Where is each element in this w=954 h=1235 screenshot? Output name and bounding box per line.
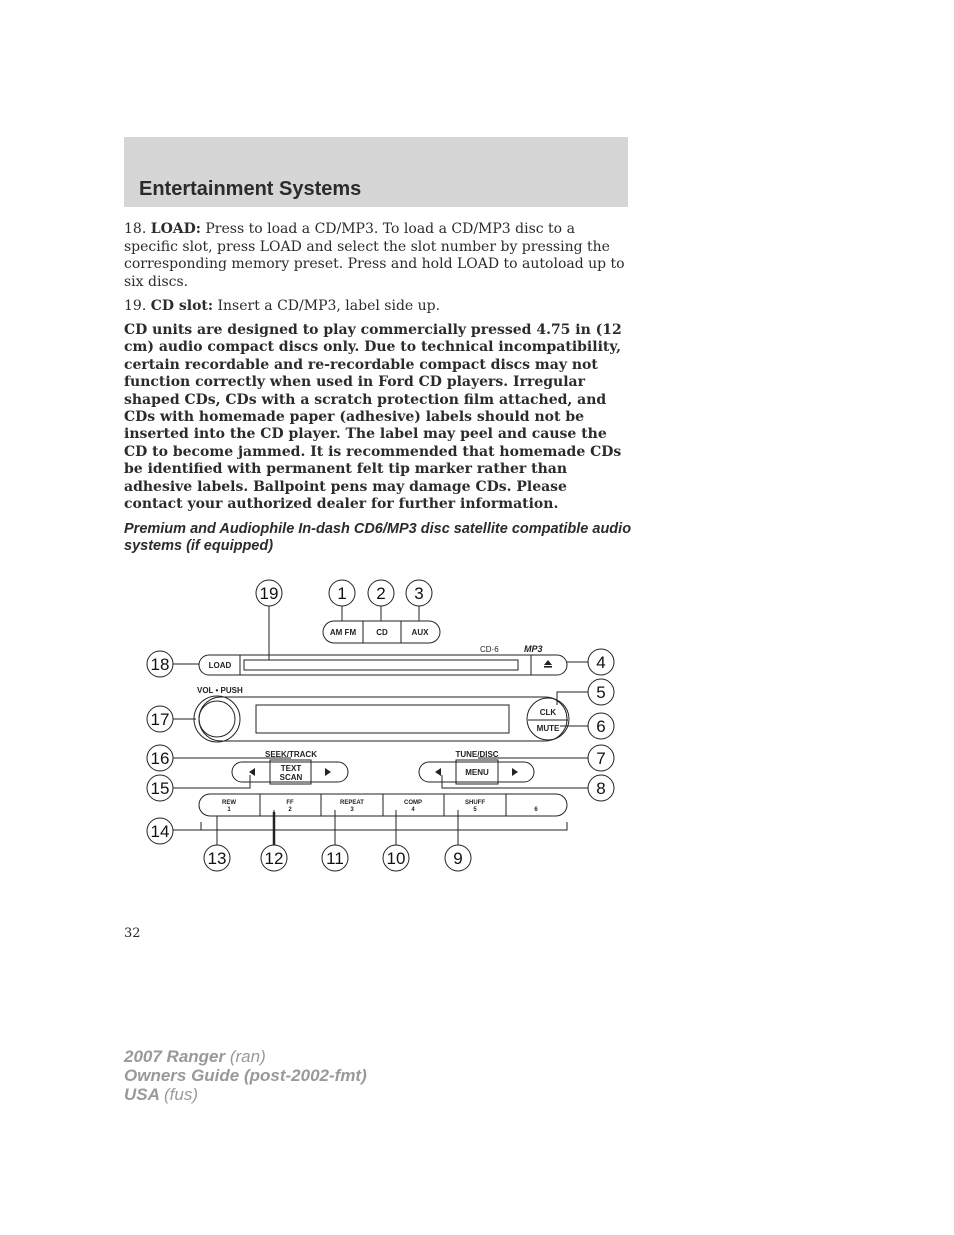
seek-left-icon <box>249 768 255 776</box>
cd-warning: CD units are designed to play commercially pressed 4.75 in (12 cm) audio compact discs only. Due to technical incompatibility, certain recordable and re-recordable compact discs may not function correctly when used in Ford CD players. Irregular shaped CDs, CDs with a scratch protection film attached, and CDs with homemade paper (adhesive) labels should not be inserted into the CD player. The label may peel and cause the CD to become jammed. It is recommended that homemade CDs be identified with permanent felt tip marker rather than adhesive labels. Ballpoint pens may damage CDs. Please contact your authorized dealer for further information. <box>124 322 622 513</box>
cd6-logo: CD·6 <box>480 645 499 654</box>
preset-number: 4 <box>411 807 415 813</box>
cd-slot <box>244 660 518 670</box>
eject-icon <box>544 660 552 665</box>
callout-number: 9 <box>453 849 463 868</box>
tune-left-icon <box>435 768 441 776</box>
callout-number: 15 <box>150 779 170 798</box>
callout-number: 4 <box>596 653 606 672</box>
preset-number: 5 <box>473 807 477 813</box>
cd-slot-row <box>199 655 567 675</box>
tune-right-icon <box>512 768 518 776</box>
item-term: CD slot: <box>150 298 214 314</box>
callout-number: 13 <box>207 849 227 868</box>
seek-track-label: SEEK/TRACK <box>264 750 318 759</box>
aux-label: AUX <box>411 628 429 637</box>
preset-number: 6 <box>534 807 538 813</box>
callout-number: 3 <box>414 584 424 603</box>
preset-label: REPEAT <box>340 800 364 806</box>
preset-label: SHUFF <box>465 800 485 806</box>
volume-knob-outer <box>194 696 240 742</box>
scan-label: SCAN <box>279 773 303 782</box>
callout-number: 14 <box>150 822 170 841</box>
callout-number: 16 <box>150 749 170 768</box>
page-number: 32 <box>124 926 141 941</box>
callout-number: 8 <box>596 779 606 798</box>
item-text: Press to load a CD/MP3. To load a CD/MP3 disc to a specific slot, press LOAD and select the slot number by pressing the corresponding memory preset. Press and hold LOAD to autoload up to six discs. <box>124 221 625 290</box>
preset-number: 3 <box>350 807 354 813</box>
load-label: LOAD <box>208 661 232 670</box>
preset-label: FF <box>286 800 294 806</box>
tune-disc-label: TUNE/DISC <box>455 750 499 759</box>
item-text: Insert a CD/MP3, label side up. <box>213 298 441 314</box>
callout-number: 17 <box>150 710 170 729</box>
section-subheading: Premium and Audiophile In-dash CD6/MP3 disc satellite compatible audio systems (if equipped) <box>124 521 632 554</box>
footer-market-code: (fus) <box>164 1085 198 1104</box>
item-term: LOAD: <box>150 221 201 237</box>
item-number: 19. <box>124 298 147 314</box>
item-number: 18. <box>124 221 147 237</box>
footer-model-code: (ran) <box>229 1047 266 1066</box>
clk-mute-knob <box>527 698 569 740</box>
preset-label: COMP <box>404 800 422 806</box>
volume-knob <box>199 701 235 737</box>
footer-model: 2007 Ranger <box>124 1047 226 1066</box>
callout-number: 2 <box>376 584 386 603</box>
display-screen <box>256 705 509 733</box>
clk-label: CLK <box>539 708 557 717</box>
callout-number: 6 <box>596 717 606 736</box>
callout-number: 11 <box>326 849 344 868</box>
footer-market: USA <box>124 1085 160 1104</box>
mute-label: MUTE <box>536 724 560 733</box>
callout-number: 10 <box>386 849 406 868</box>
document-footer <box>124 1047 367 1104</box>
preset-number: 1 <box>227 807 231 813</box>
callout-number: 18 <box>150 655 170 674</box>
callout-number: 12 <box>264 849 284 868</box>
am-fm-label: AM FM <box>329 628 357 637</box>
preset-number: 2 <box>288 807 292 813</box>
callout-number: 19 <box>259 584 279 603</box>
footer-guide: Owners Guide (post-2002-fmt) <box>124 1066 367 1085</box>
display-band <box>199 697 567 741</box>
callout-number: 7 <box>596 749 606 768</box>
callout-number: 5 <box>596 683 606 702</box>
callout-number: 1 <box>337 584 347 603</box>
cd-label: CD <box>376 628 388 637</box>
vol-push-label: VOL • PUSH <box>197 686 243 695</box>
text-label: TEXT <box>280 764 302 773</box>
mp3-logo: MP3 <box>524 644 543 654</box>
seek-right-icon <box>325 768 331 776</box>
menu-label: MENU <box>465 768 489 777</box>
preset-label: REW <box>222 800 236 806</box>
section-title: Entertainment Systems <box>139 178 362 200</box>
